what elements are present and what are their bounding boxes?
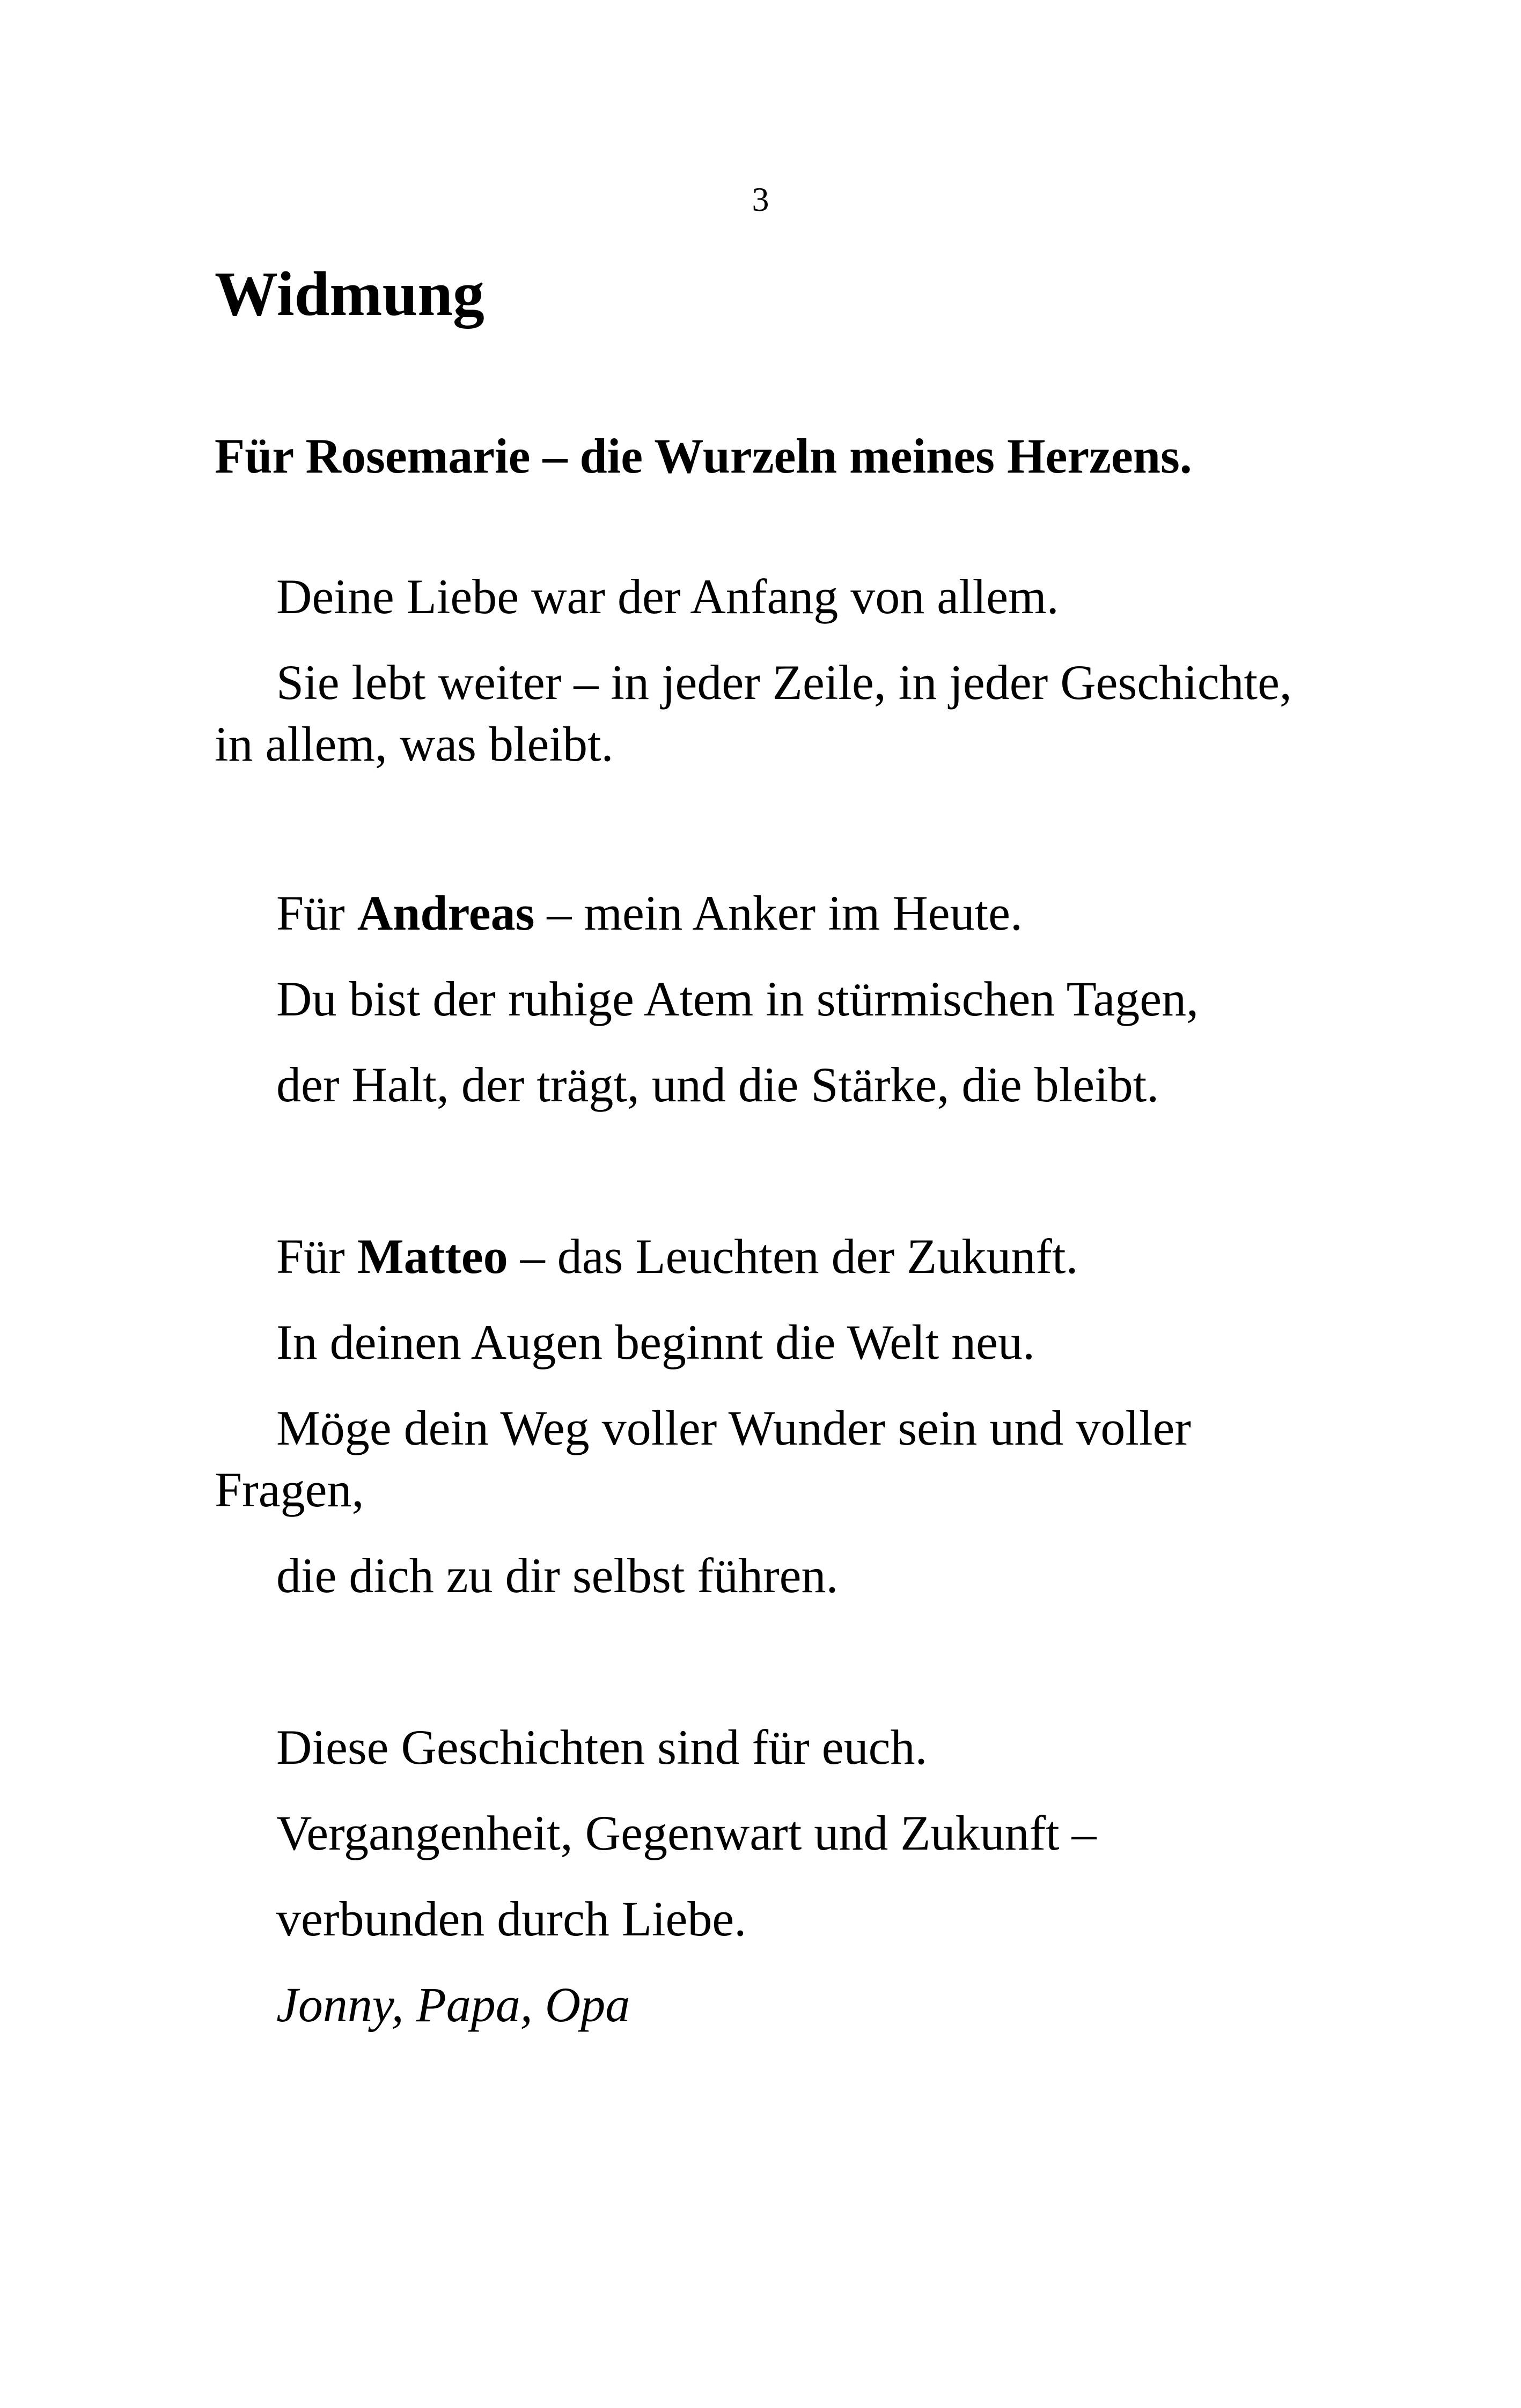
page-number: 3	[752, 180, 769, 218]
closing-line-1: Diese Geschichten sind für euch.	[276, 1720, 928, 1774]
rosemarie-line-1: Deine Liebe war der Anfang von allem.	[276, 569, 1059, 624]
matteo-line-1	[276, 1226, 1078, 1287]
matteo-line-3: Möge dein Weg voller Wunder sein und voller Fragen,	[215, 1401, 1192, 1517]
page-title: Widmung	[215, 259, 484, 329]
andreas-name: Andreas	[357, 886, 535, 940]
matteo-name: Matteo	[357, 1229, 508, 1284]
closing-line-2: Vergangenheit, Gegenwart und Zukunft –	[276, 1806, 1097, 1860]
matteo-suffix: – das Leuchten der Zukunft.	[508, 1229, 1078, 1284]
signature: Jonny, Papa, Opa	[276, 1977, 630, 2032]
matteo-line-4: die dich zu dir selbst führen.	[276, 1548, 839, 1603]
matteo-line-2: In deinen Augen beginnt die Welt neu.	[276, 1315, 1035, 1369]
rosemarie-line-2: Sie lebt weiter – in jeder Zeile, in jeder Geschichte, in allem, was bleibt.	[215, 655, 1292, 771]
andreas-suffix: – mein Anker im Heute.	[534, 886, 1023, 940]
andreas-prefix: Für	[276, 886, 357, 940]
andreas-line-3: der Halt, der trägt, und die Stärke, die bleibt.	[276, 1057, 1159, 1112]
dedication-subtitle: Für Rosemarie – die Wurzeln meines Herzens.	[215, 429, 1192, 483]
matteo-prefix: Für	[276, 1229, 357, 1284]
andreas-line-2: Du bist der ruhige Atem in stürmischen Tagen,	[276, 971, 1199, 1026]
andreas-line-1	[276, 882, 1023, 944]
closing-line-3: verbunden durch Liebe.	[276, 1891, 747, 1946]
